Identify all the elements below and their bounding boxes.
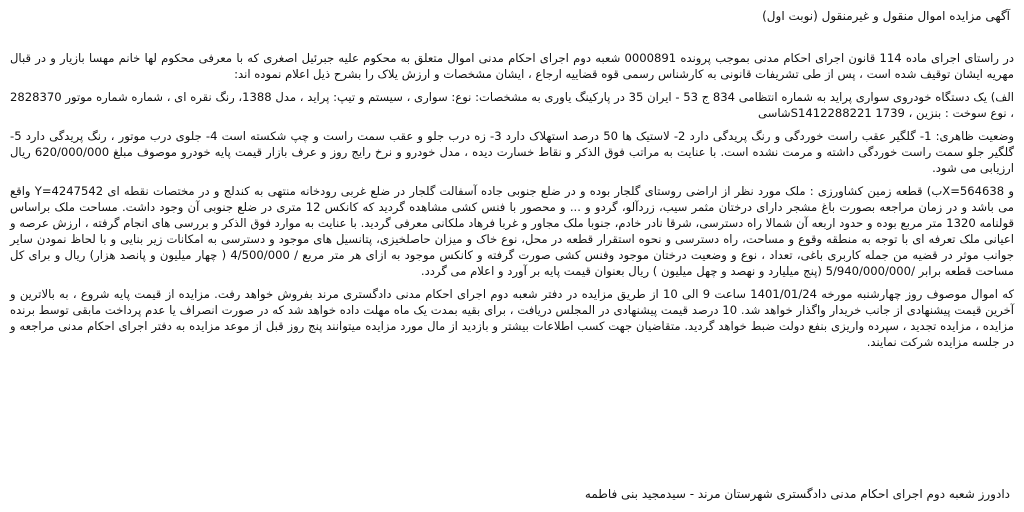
intro-paragraph: در راستای اجرای ماده 114 قانون اجرای احکام مدنی بموجب پرونده 0000891 شعبه دوم اجرای احکام مدنی اموال متعلق به محکوم علیه جبرئیل اصغری که با معرفی محکوم لها خانم مهسا بازیار و در قبال مهریه ایشان توقیف شده است ، پس از طی تشریفات قانونی به کارشناس رسمی قوه قضاییه ارجاع ، ایشان مشخصات و ارزش یلاک را بشرح ذیل اعلام نموده اند: [10, 51, 1014, 81]
signature-line: دادورز شعبه دوم اجرای احکام مدنی دادگستری شهرستان مرند - سیدمجید بنی فاطمه [584, 487, 1010, 501]
notice-title: آگهی مزایده اموال منقول و غیرمنقول (نوبت اول) [762, 9, 1010, 23]
land-description-paragraph: و X=564638ب) قطعه زمین کشاورزی : ملک مورد نظر از اراضی روستای گلجار بوده و در ضلع جنوبی جاده آسفالت گلجار در ضلع غربی رودخانه منتهی به کندلج و در مختصات نقطه ای Y=4247542 واقع می باشد و در زمان مراجعه بصورت باغ مشجر دارای درختان مثمر سیب، زردآلو، گردو و ... و محصور با فنس کشی مشاهده گردید که کانکس 12 متری در ضلع جنوبی آن وجود داشت. مساحت ملک براساس قولنامه 1320 متر مربع بوده و حدود اربعه آن شمالا راه دسترسی، شرقا نادر خادم، جنوبا ملک مجاور و غربا فرهاد ملکانی معرفی گردید. با عنایت به موارد فوق الذکر و بررسی های انجام گرفته ، ارزش عرصه و اعیانی ملک تعرفه ای با توجه به منطقه وقوع و مساحت، راه دسترسی و نحوه استقرار قطعه در محل، نوع خاک و میزان حاصلخیزی، پتانسیل های موجود و دسترسی به امکانات زیر بنایی و با لحاظ نمودن سایر جوانب موثر در قضیه من جمله کاربری باغی، تعداد ، نوع و وضعیت درختان موجود وفنس کشی صورت گرفته و کانکس موجود به ازای هر متر مربع / 4/500/000 ( چهار میلیون و پانصد هزار) ریال و برای کل مساحت قطعه برابر /5/940/000/000 (پنج میلیارد و نهصد و چهل میلیون ) ریال بعنوان قیمت پایه بر آورد و اعلام می گردد. [10, 184, 1015, 278]
vehicle-specs-paragraph: الف) یک دستگاه خودروی سواری پراید به شماره انتظامی 834 ج 53 - ایران 35 در پارکینگ یاوری به مشخصات: نوع: سواری ، سیستم و تیپ: پراید ، مدل 1388، رنگ نقره ای ، شماره شماره موتور 2828370 ، نوع سوخت : بنزین ، 1739 S1412288221شاسی [10, 90, 1014, 120]
vehicle-condition-paragraph: وضعیت ظاهری: 1- گلگیر عقب راست خوردگی و رنگ پریدگی دارد 2- لاستیک ها 50 درصد استهلاک دارد 3- زه درب جلو و عقب سمت راست و چپ شکسته است 4- جلوی درب موتور ، رنگ پریدگی دارد 5- گلگیر جلو سمت راست خوردگی داشته و مرمت نشده است. با عنایت به مراتب فوق الذکر و نقاط خسارت دیده ، مدل خودرو و نرخ رایج روز و عرف بازار قیمت پایه خودرو موصوف مبلغ 620/000/000 ریال ارزیابی می شود. [10, 129, 1015, 175]
auction-terms-paragraph: که اموال موصوف روز چهارشنبه مورخه 1401/01/24 ساعت 9 الی 10 از طریق مزایده در دفتر شعبه دوم اجرای احکام مدنی دادگستری مرند بفروش خواهد رفت. مزایده از قیمت پایه شروع ، به بالاترین و آخرین قیمت پیشنهادی از جانب خریدار واگذار خواهد شد. 10 درصد قیمت پیشنهادی در المجلس دریافت ، برای بقیه بمدت یک ماه مهلت داده خواهد شد که در صورت انصراف یا عدم پرداخت مابقی توسط برنده مزایده ، مزایده تجدید ، سپرده واریزی بنفع دولت ضبط خواهد گردید. متقاضیان جهت کسب اطلاعات بیشتر و بازدید از مال مورد مزایده میتوانند پنج روز قبل از موعد مزایده به دفتر اجرای احکام مدنی مراجعه و در جلسه مزایده شرکت نمایند. [10, 287, 1014, 349]
